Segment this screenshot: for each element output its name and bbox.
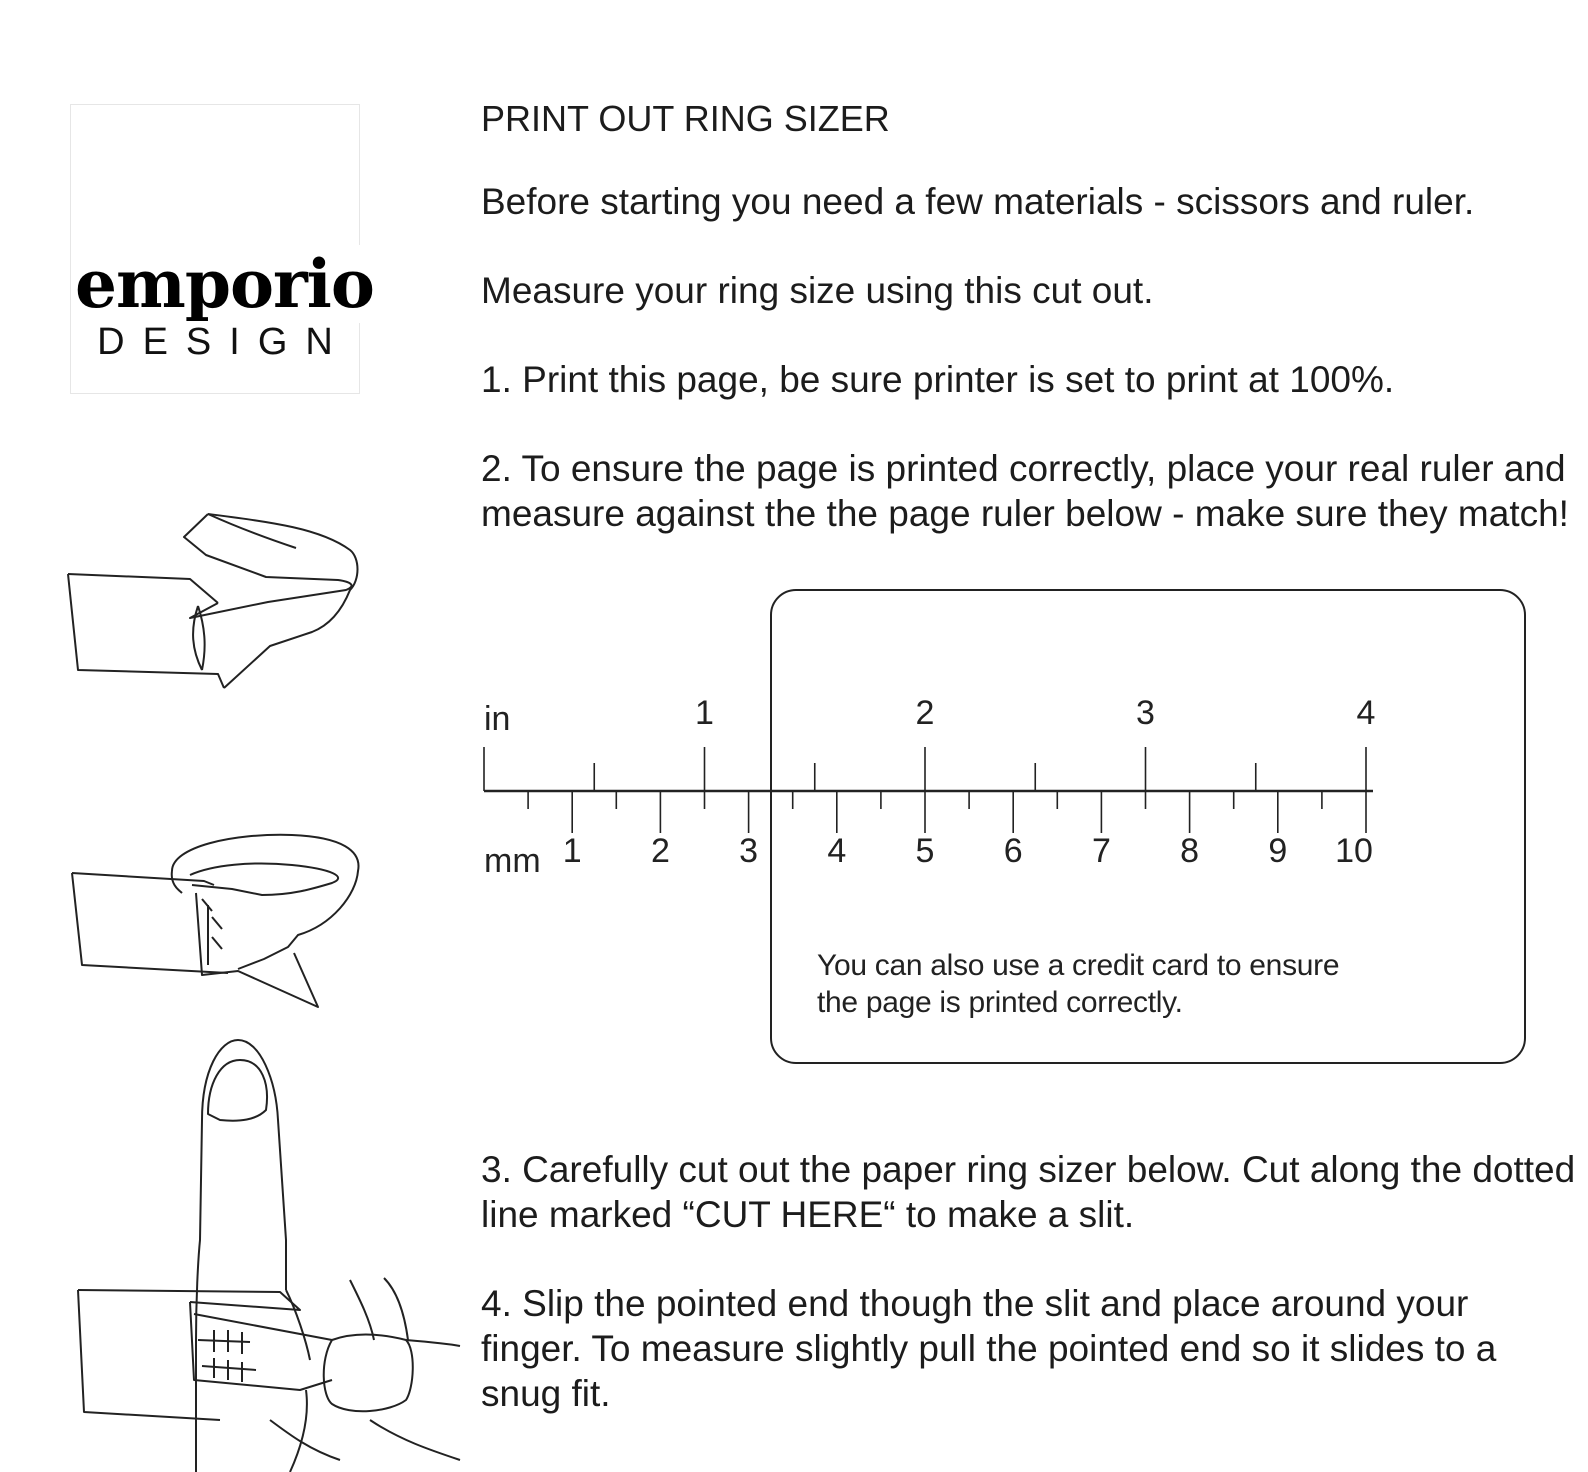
inch-tick-label: 4 (1356, 700, 1376, 732)
step-2-line-1: 2. To ensure the page is printed correctly, place your real ruler and (481, 448, 1566, 489)
ruler-mm-unit: mm (484, 842, 541, 880)
ruler-inch-ticks (484, 700, 1375, 791)
card-note-line-2: the page is printed correctly. (817, 986, 1183, 1019)
step-4-line-1: 4. Slip the pointed end though the slit and place around your (481, 1283, 1469, 1324)
step-3-line-1: 3. Carefully cut out the paper ring sizer below. Cut along the dotted (481, 1149, 1576, 1190)
cm-tick-label: 4 (827, 832, 847, 870)
ruler-cm-ticks (528, 791, 1373, 870)
step-3-line-2: line marked “CUT HERE“ to make a slit. (481, 1194, 1135, 1235)
intro-measure: Measure your ring size using this cut out. (481, 270, 1154, 311)
logo (70, 104, 374, 394)
step-2-line-2: measure against the the page ruler below - make sure they match! (481, 493, 1569, 534)
inch-tick-label: 3 (1136, 700, 1155, 732)
cm-tick-label: 5 (915, 832, 935, 870)
ring-sizer-loop-illustration (62, 825, 372, 1035)
card-note-line-1: You can also use a credit card to ensure (817, 949, 1340, 982)
intro-materials: Before starting you need a few materials - scissors and ruler. (481, 181, 1475, 222)
step-4-line-3: snug fit. (481, 1373, 611, 1414)
cm-tick-label: 3 (739, 832, 759, 870)
step-4-line-2: finger. To measure slightly pull the pointed end so it slides to a (481, 1328, 1497, 1369)
inch-tick-label: 1 (695, 700, 714, 732)
step-1: 1. Print this page, be sure printer is set to print at 100%. (481, 359, 1395, 400)
finger-measure-illustration (70, 1040, 460, 1472)
ruler (470, 700, 1390, 890)
cm-tick-label: 8 (1180, 832, 1200, 870)
logo-subtitle: DESIGN (97, 321, 351, 363)
logo-wordmark: emporio (71, 249, 359, 319)
cm-tick-label: 2 (650, 832, 670, 870)
cm-tick-label: 7 (1091, 832, 1111, 870)
inch-tick-label: 2 (915, 700, 935, 732)
cm-tick-label: 10 (1335, 832, 1373, 870)
ring-sizer-slit-illustration (60, 510, 370, 700)
page-title: PRINT OUT RING SIZER (481, 98, 890, 139)
ruler-inch-unit: in (484, 700, 511, 738)
cm-tick-label: 6 (1003, 832, 1023, 870)
cm-tick-label: 1 (562, 832, 582, 870)
cm-tick-label: 9 (1268, 832, 1288, 870)
